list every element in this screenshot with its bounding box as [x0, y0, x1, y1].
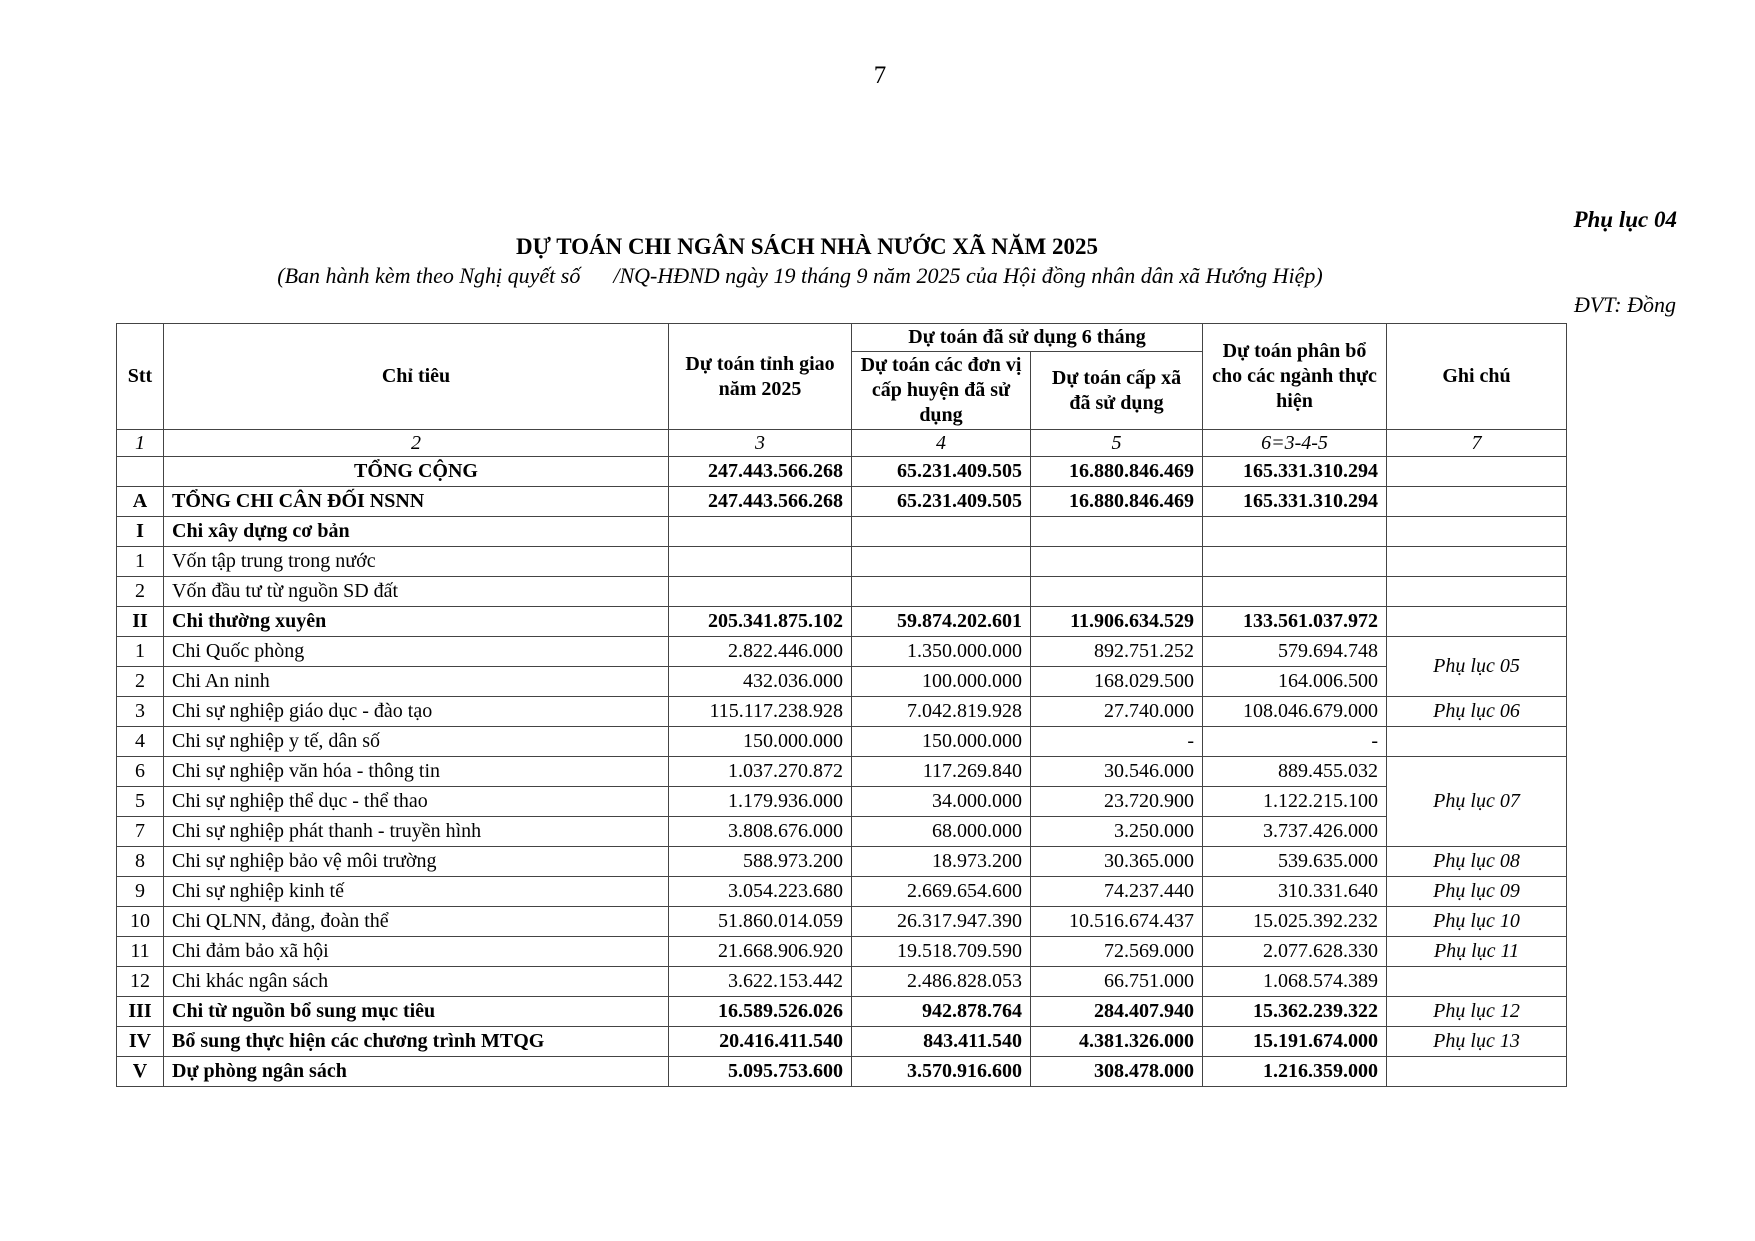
row-cap-xa: [1031, 547, 1203, 577]
column-index-row: [117, 430, 1567, 457]
row-cap-huyen: 942.878.764: [852, 997, 1031, 1027]
row-chi-tieu: Bổ sung thực hiện các chương trình MTQG: [164, 1027, 669, 1057]
table-row: [117, 577, 1567, 607]
row-du-toan-tinh: 247.443.566.268: [669, 457, 852, 487]
row-stt: 4: [117, 727, 164, 757]
row-stt: 6: [117, 757, 164, 787]
document-subtitle: (Ban hành kèm theo Nghị quyết số /NQ-HĐND ngày 19 tháng 9 năm 2025 của Hội đồng nhân dân xã Hướng Hiệp): [277, 263, 1323, 288]
row-cap-huyen: 2.669.654.600: [852, 877, 1031, 907]
row-stt: 3: [117, 697, 164, 727]
row-cap-xa: 16.880.846.469: [1031, 457, 1203, 487]
table-row: [117, 757, 1567, 787]
row-ghi-chu: Phụ lục 08: [1387, 847, 1567, 877]
table-row: [117, 937, 1567, 967]
row-phan-bo: 15.362.239.322: [1203, 997, 1387, 1027]
row-chi-tieu: Chi thường xuyên: [164, 607, 669, 637]
row-cap-xa: 30.365.000: [1031, 847, 1203, 877]
row-du-toan-tinh: 20.416.411.540: [669, 1027, 852, 1057]
table-row: [117, 517, 1567, 547]
row-cap-xa: -: [1031, 727, 1203, 757]
row-stt: 5: [117, 787, 164, 817]
row-cap-xa: 23.720.900: [1031, 787, 1203, 817]
row-chi-tieu: Chi sự nghiệp phát thanh - truyền hình: [164, 817, 669, 847]
row-chi-tieu: Chi An ninh: [164, 667, 669, 697]
row-chi-tieu: Dự phòng ngân sách: [164, 1057, 669, 1087]
row-stt: IV: [117, 1027, 164, 1057]
header-group-6-thang: Dự toán đã sử dụng 6 tháng: [852, 324, 1203, 352]
row-phan-bo: [1203, 577, 1387, 607]
row-du-toan-tinh: [669, 577, 852, 607]
row-stt: 2: [117, 577, 164, 607]
row-phan-bo: 1.068.574.389: [1203, 967, 1387, 997]
table-row: [117, 637, 1567, 667]
row-ghi-chu: [1387, 577, 1567, 607]
row-phan-bo: -: [1203, 727, 1387, 757]
row-du-toan-tinh: 3.808.676.000: [669, 817, 852, 847]
row-phan-bo: [1203, 547, 1387, 577]
row-phan-bo: 15.025.392.232: [1203, 907, 1387, 937]
row-cap-xa: 27.740.000: [1031, 697, 1203, 727]
row-ghi-chu: [1387, 1057, 1567, 1087]
row-cap-huyen: 117.269.840: [852, 757, 1031, 787]
row-chi-tieu: TỔNG CỘNG: [164, 457, 669, 487]
row-cap-xa: [1031, 517, 1203, 547]
row-ghi-chu: Phụ lục 06: [1387, 697, 1567, 727]
row-cap-huyen: 3.570.916.600: [852, 1057, 1031, 1087]
table-row: [117, 697, 1567, 727]
row-cap-huyen: 26.317.947.390: [852, 907, 1031, 937]
row-ghi-chu: Phụ lục 07: [1387, 757, 1567, 847]
header-ghi-chu: Ghi chú: [1387, 324, 1567, 430]
row-du-toan-tinh: 1.179.936.000: [669, 787, 852, 817]
row-stt: 2: [117, 667, 164, 697]
row-cap-xa: 30.546.000: [1031, 757, 1203, 787]
row-chi-tieu: Chi sự nghiệp thể dục - thể thao: [164, 787, 669, 817]
row-du-toan-tinh: 247.443.566.268: [669, 487, 852, 517]
row-stt: V: [117, 1057, 164, 1087]
row-phan-bo: 310.331.640: [1203, 877, 1387, 907]
row-du-toan-tinh: 2.822.446.000: [669, 637, 852, 667]
row-stt: 8: [117, 847, 164, 877]
row-phan-bo: 539.635.000: [1203, 847, 1387, 877]
index-cell: 7: [1387, 430, 1567, 457]
table-row: [117, 1057, 1567, 1087]
row-du-toan-tinh: [669, 517, 852, 547]
row-chi-tieu: Chi sự nghiệp văn hóa - thông tin: [164, 757, 669, 787]
table-row: [117, 667, 1567, 697]
row-ghi-chu: [1387, 517, 1567, 547]
table-row: [117, 967, 1567, 997]
row-du-toan-tinh: 3.622.153.442: [669, 967, 852, 997]
row-phan-bo: 3.737.426.000: [1203, 817, 1387, 847]
row-phan-bo: 2.077.628.330: [1203, 937, 1387, 967]
row-cap-huyen: 100.000.000: [852, 667, 1031, 697]
table-row: [117, 487, 1567, 517]
row-cap-huyen: 1.350.000.000: [852, 637, 1031, 667]
row-du-toan-tinh: 588.973.200: [669, 847, 852, 877]
row-phan-bo: 1.122.215.100: [1203, 787, 1387, 817]
appendix-label: Phụ lục 04: [1573, 207, 1677, 232]
row-cap-huyen: 2.486.828.053: [852, 967, 1031, 997]
page-number: 7: [873, 62, 887, 89]
row-stt: [117, 457, 164, 487]
row-phan-bo: 15.191.674.000: [1203, 1027, 1387, 1057]
row-du-toan-tinh: 5.095.753.600: [669, 1057, 852, 1087]
row-du-toan-tinh: 16.589.526.026: [669, 997, 852, 1027]
row-cap-huyen: 59.874.202.601: [852, 607, 1031, 637]
index-cell: 6=3-4-5: [1203, 430, 1387, 457]
row-ghi-chu: [1387, 547, 1567, 577]
table-row: [117, 907, 1567, 937]
row-ghi-chu: [1387, 967, 1567, 997]
row-cap-xa: 74.237.440: [1031, 877, 1203, 907]
table-row: [117, 1027, 1567, 1057]
row-stt: III: [117, 997, 164, 1027]
row-phan-bo: 165.331.310.294: [1203, 457, 1387, 487]
row-phan-bo: 1.216.359.000: [1203, 1057, 1387, 1087]
row-du-toan-tinh: 115.117.238.928: [669, 697, 852, 727]
row-cap-huyen: 34.000.000: [852, 787, 1031, 817]
row-stt: 11: [117, 937, 164, 967]
row-du-toan-tinh: 21.668.906.920: [669, 937, 852, 967]
row-chi-tieu: Chi đảm bảo xã hội: [164, 937, 669, 967]
row-du-toan-tinh: 3.054.223.680: [669, 877, 852, 907]
index-cell: 3: [669, 430, 852, 457]
row-chi-tieu: Chi sự nghiệp kinh tế: [164, 877, 669, 907]
row-ghi-chu: Phụ lục 10: [1387, 907, 1567, 937]
row-phan-bo: 579.694.748: [1203, 637, 1387, 667]
row-cap-huyen: 65.231.409.505: [852, 457, 1031, 487]
row-phan-bo: [1203, 517, 1387, 547]
row-ghi-chu: [1387, 487, 1567, 517]
table-row: [117, 787, 1567, 817]
row-cap-xa: 16.880.846.469: [1031, 487, 1203, 517]
row-cap-xa: 11.906.634.529: [1031, 607, 1203, 637]
row-chi-tieu: Vốn đầu tư từ nguồn SD đất: [164, 577, 669, 607]
table-row: [117, 457, 1567, 487]
row-cap-xa: 168.029.500: [1031, 667, 1203, 697]
row-ghi-chu: Phụ lục 11: [1387, 937, 1567, 967]
index-cell: 1: [117, 430, 164, 457]
unit-label: ĐVT: Đồng: [1573, 292, 1676, 317]
row-phan-bo: 108.046.679.000: [1203, 697, 1387, 727]
document-title: DỰ TOÁN CHI NGÂN SÁCH NHÀ NƯỚC XÃ NĂM 2025: [515, 234, 1099, 259]
row-ghi-chu: Phụ lục 05: [1387, 637, 1567, 697]
row-cap-huyen: [852, 547, 1031, 577]
row-stt: 1: [117, 547, 164, 577]
row-ghi-chu: Phụ lục 09: [1387, 877, 1567, 907]
row-phan-bo: 165.331.310.294: [1203, 487, 1387, 517]
row-stt: 7: [117, 817, 164, 847]
row-cap-huyen: 18.973.200: [852, 847, 1031, 877]
row-chi-tieu: Chi sự nghiệp y tế, dân số: [164, 727, 669, 757]
row-du-toan-tinh: 205.341.875.102: [669, 607, 852, 637]
row-ghi-chu: Phụ lục 13: [1387, 1027, 1567, 1057]
row-cap-xa: 4.381.326.000: [1031, 1027, 1203, 1057]
table-row: [117, 817, 1567, 847]
row-cap-huyen: [852, 517, 1031, 547]
header-du-toan-tinh: Dự toán tỉnh giao năm 2025: [669, 324, 852, 430]
row-ghi-chu: Phụ lục 12: [1387, 997, 1567, 1027]
row-chi-tieu: Chi sự nghiệp bảo vệ môi trường: [164, 847, 669, 877]
row-stt: A: [117, 487, 164, 517]
table-row: [117, 847, 1567, 877]
row-phan-bo: 164.006.500: [1203, 667, 1387, 697]
row-chi-tieu: Chi từ nguồn bổ sung mục tiêu: [164, 997, 669, 1027]
row-du-toan-tinh: 51.860.014.059: [669, 907, 852, 937]
header-stt: Stt: [117, 324, 164, 430]
row-stt: 12: [117, 967, 164, 997]
row-phan-bo: 133.561.037.972: [1203, 607, 1387, 637]
index-cell: 2: [164, 430, 669, 457]
table-row: [117, 877, 1567, 907]
row-cap-huyen: 65.231.409.505: [852, 487, 1031, 517]
row-stt: 1: [117, 637, 164, 667]
row-chi-tieu: Chi Quốc phòng: [164, 637, 669, 667]
row-phan-bo: 889.455.032: [1203, 757, 1387, 787]
row-cap-xa: 3.250.000: [1031, 817, 1203, 847]
row-stt: 10: [117, 907, 164, 937]
row-chi-tieu: Chi sự nghiệp giáo dục - đào tạo: [164, 697, 669, 727]
row-cap-xa: 284.407.940: [1031, 997, 1203, 1027]
row-cap-huyen: 7.042.819.928: [852, 697, 1031, 727]
row-du-toan-tinh: 150.000.000: [669, 727, 852, 757]
row-cap-huyen: 843.411.540: [852, 1027, 1031, 1057]
row-ghi-chu: [1387, 607, 1567, 637]
row-stt: I: [117, 517, 164, 547]
table-row: [117, 997, 1567, 1027]
row-du-toan-tinh: 1.037.270.872: [669, 757, 852, 787]
row-ghi-chu: [1387, 727, 1567, 757]
row-cap-huyen: [852, 577, 1031, 607]
row-cap-xa: 66.751.000: [1031, 967, 1203, 997]
table-row: [117, 607, 1567, 637]
row-cap-huyen: 19.518.709.590: [852, 937, 1031, 967]
row-du-toan-tinh: [669, 547, 852, 577]
row-chi-tieu: TỔNG CHI CÂN ĐỐI NSNN: [164, 487, 669, 517]
row-chi-tieu: Chi xây dựng cơ bản: [164, 517, 669, 547]
header-phan-bo: Dự toán phân bổ cho các ngành thực hiện: [1203, 324, 1387, 430]
row-chi-tieu: Vốn tập trung trong nước: [164, 547, 669, 577]
row-cap-xa: 308.478.000: [1031, 1057, 1203, 1087]
row-cap-xa: 72.569.000: [1031, 937, 1203, 967]
table-row: [117, 727, 1567, 757]
row-chi-tieu: Chi khác ngân sách: [164, 967, 669, 997]
row-cap-xa: 10.516.674.437: [1031, 907, 1203, 937]
row-cap-huyen: 150.000.000: [852, 727, 1031, 757]
row-cap-xa: [1031, 577, 1203, 607]
header-cap-huyen: Dự toán các đơn vị cấp huyện đã sử dụng: [852, 352, 1031, 430]
table-row: [117, 547, 1567, 577]
row-cap-huyen: 68.000.000: [852, 817, 1031, 847]
budget-table: [116, 323, 1567, 1087]
header-cap-xa: Dự toán cấp xã đã sử dụng: [1031, 352, 1203, 430]
header-chi-tieu: Chỉ tiêu: [164, 324, 669, 430]
row-cap-xa: 892.751.252: [1031, 637, 1203, 667]
row-du-toan-tinh: 432.036.000: [669, 667, 852, 697]
index-cell: 5: [1031, 430, 1203, 457]
row-ghi-chu: [1387, 457, 1567, 487]
index-cell: 4: [852, 430, 1031, 457]
row-stt: II: [117, 607, 164, 637]
row-chi-tieu: Chi QLNN, đảng, đoàn thể: [164, 907, 669, 937]
row-stt: 9: [117, 877, 164, 907]
